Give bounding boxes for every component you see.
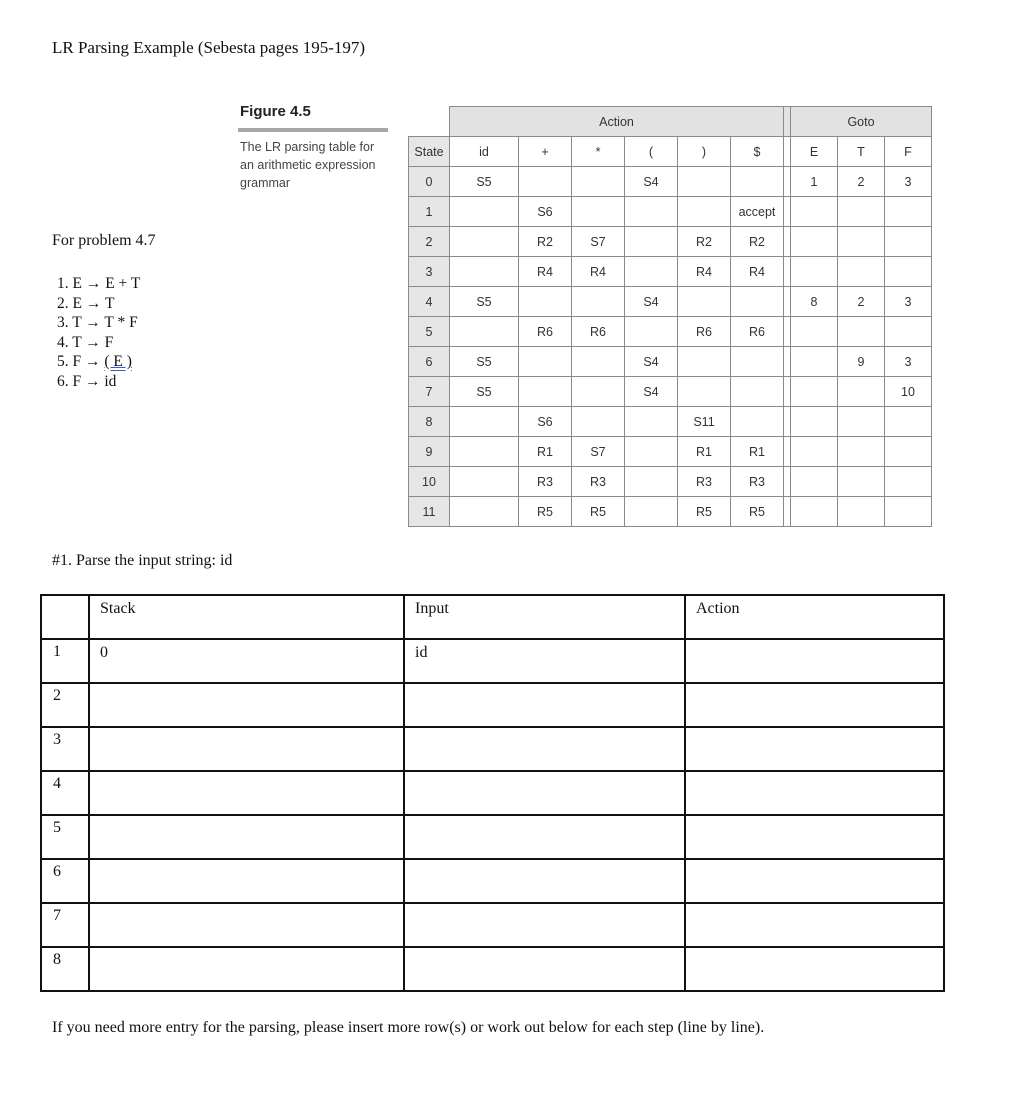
row-number: 1 — [41, 639, 89, 683]
action-cell — [450, 467, 519, 497]
action-cell: R6 — [678, 317, 731, 347]
table-row — [41, 683, 944, 727]
lr-table-row — [409, 257, 932, 287]
goto-col-header: E — [791, 137, 838, 167]
stack-cell[interactable]: 0 — [89, 639, 404, 683]
lr-table-row — [409, 377, 932, 407]
goto-col-header: T — [838, 137, 885, 167]
column-gap — [784, 137, 791, 167]
row-number: 4 — [41, 771, 89, 815]
state-cell: 1 — [409, 197, 450, 227]
action-col-header: id — [450, 137, 519, 167]
goto-cell — [885, 467, 932, 497]
figure-divider — [238, 128, 388, 132]
lr-table-row — [409, 497, 932, 527]
row-number: 5 — [41, 815, 89, 859]
action-cell — [678, 167, 731, 197]
grammar-rule: 2. E → T — [57, 294, 115, 312]
action-cell — [519, 287, 572, 317]
action-entry-cell[interactable] — [685, 815, 944, 859]
input-cell[interactable] — [404, 683, 685, 727]
action-cell — [678, 347, 731, 377]
lr-table-row — [409, 437, 932, 467]
column-gap — [784, 227, 791, 257]
goto-cell: 3 — [885, 167, 932, 197]
column-gap — [784, 437, 791, 467]
action-col-header: ) — [678, 137, 731, 167]
lr-table-row — [409, 467, 932, 497]
goto-cell — [791, 317, 838, 347]
action-cell — [625, 407, 678, 437]
goto-cell — [838, 197, 885, 227]
table-row — [41, 771, 944, 815]
goto-col-header: F — [885, 137, 932, 167]
action-cell — [572, 287, 625, 317]
column-gap — [784, 167, 791, 197]
state-cell: 3 — [409, 257, 450, 287]
column-gap — [784, 287, 791, 317]
grammar-rule: 1. E → E + T — [57, 275, 141, 292]
action-cell: R2 — [731, 227, 784, 257]
stack-cell[interactable] — [89, 727, 404, 771]
action-cell: R6 — [519, 317, 572, 347]
table-row — [41, 903, 944, 947]
action-cell — [450, 407, 519, 437]
action-cell: R4 — [731, 257, 784, 287]
goto-cell — [791, 377, 838, 407]
action-cell: S4 — [625, 377, 678, 407]
lr-table-row — [409, 347, 932, 377]
action-cell — [519, 167, 572, 197]
goto-cell — [791, 347, 838, 377]
table-corner — [409, 107, 450, 137]
action-cell — [625, 257, 678, 287]
stack-cell[interactable] — [89, 771, 404, 815]
figure-caption: The LR parsing table for an arithmetic expression grammar — [240, 140, 376, 190]
action-cell: S7 — [572, 227, 625, 257]
action-cell: R4 — [519, 257, 572, 287]
action-header: Action — [450, 107, 784, 137]
action-cell: R5 — [678, 497, 731, 527]
goto-cell — [885, 197, 932, 227]
state-cell: 5 — [409, 317, 450, 347]
action-cell — [625, 197, 678, 227]
grammar-rule: 6. F → id — [57, 372, 117, 390]
table-row — [41, 859, 944, 903]
goto-cell — [838, 317, 885, 347]
action-cell — [625, 437, 678, 467]
action-cell — [678, 287, 731, 317]
goto-cell — [838, 377, 885, 407]
parse-header-stack: Stack — [89, 595, 404, 639]
lr-parsing-table — [408, 106, 932, 527]
action-cell: R3 — [519, 467, 572, 497]
action-cell: R3 — [572, 467, 625, 497]
stack-cell[interactable] — [89, 947, 404, 991]
action-cell: R2 — [678, 227, 731, 257]
column-gap — [784, 107, 791, 137]
goto-cell — [885, 257, 932, 287]
state-cell: 0 — [409, 167, 450, 197]
action-cell — [731, 347, 784, 377]
action-cell — [625, 497, 678, 527]
action-cell — [678, 197, 731, 227]
goto-cell — [791, 437, 838, 467]
action-cell — [519, 377, 572, 407]
goto-cell: 3 — [885, 287, 932, 317]
state-cell: 11 — [409, 497, 450, 527]
page-title: LR Parsing Example (Sebesta pages 195-197) — [52, 38, 366, 57]
action-cell — [450, 227, 519, 257]
action-cell: S6 — [519, 407, 572, 437]
state-cell: 8 — [409, 407, 450, 437]
goto-cell — [838, 227, 885, 257]
action-entry-cell[interactable] — [685, 903, 944, 947]
action-cell — [678, 377, 731, 407]
problem-label: For problem 4.7 — [52, 232, 156, 249]
lr-table-row — [409, 287, 932, 317]
action-cell: R1 — [519, 437, 572, 467]
action-cell: S6 — [519, 197, 572, 227]
column-gap — [784, 317, 791, 347]
stack-cell[interactable] — [89, 815, 404, 859]
goto-header: Goto — [791, 107, 932, 137]
lr-table-row — [409, 317, 932, 347]
goto-cell — [885, 317, 932, 347]
action-cell: R3 — [731, 467, 784, 497]
goto-cell — [885, 227, 932, 257]
action-entry-cell[interactable] — [685, 947, 944, 991]
action-cell: R4 — [678, 257, 731, 287]
state-cell: 4 — [409, 287, 450, 317]
action-cell — [572, 167, 625, 197]
goto-cell: 2 — [838, 167, 885, 197]
goto-cell — [838, 467, 885, 497]
input-cell[interactable] — [404, 859, 685, 903]
action-cell — [572, 197, 625, 227]
action-cell: R1 — [678, 437, 731, 467]
goto-cell: 8 — [791, 287, 838, 317]
action-cell — [731, 167, 784, 197]
action-cell: S5 — [450, 347, 519, 377]
action-entry-cell[interactable] — [685, 683, 944, 727]
action-cell: R5 — [731, 497, 784, 527]
parse-header-num — [41, 595, 89, 639]
goto-cell — [885, 437, 932, 467]
row-number: 7 — [41, 903, 89, 947]
goto-cell — [791, 407, 838, 437]
goto-cell — [838, 257, 885, 287]
grammar-rule-5-tail: ( E ) — [104, 353, 132, 370]
column-gap — [784, 257, 791, 287]
goto-cell: 1 — [791, 167, 838, 197]
goto-cell — [791, 227, 838, 257]
column-gap — [784, 197, 791, 227]
action-cell: S5 — [450, 167, 519, 197]
figure-label: Figure 4.5 — [240, 103, 311, 120]
action-entry-cell[interactable] — [685, 771, 944, 815]
lr-table-row — [409, 167, 932, 197]
lr-table-row — [409, 407, 932, 437]
column-gap — [784, 497, 791, 527]
action-cell: R2 — [519, 227, 572, 257]
table-row — [41, 727, 944, 771]
goto-cell — [838, 437, 885, 467]
action-col-header: $ — [731, 137, 784, 167]
goto-cell: 2 — [838, 287, 885, 317]
table-row — [41, 815, 944, 859]
state-header: State — [409, 137, 450, 167]
action-cell: R5 — [519, 497, 572, 527]
footer-note: If you need more entry for the parsing, please insert more row(s) or work out below for each step (line by line). — [52, 1019, 765, 1036]
parse-header-action: Action — [685, 595, 944, 639]
action-cell — [450, 197, 519, 227]
action-cell — [572, 407, 625, 437]
action-cell: S4 — [625, 287, 678, 317]
lr-table-row — [409, 197, 932, 227]
action-cell — [519, 347, 572, 377]
action-cell — [731, 287, 784, 317]
action-cell: accept — [731, 197, 784, 227]
input-cell[interactable] — [404, 771, 685, 815]
goto-cell: 3 — [885, 347, 932, 377]
input-cell[interactable] — [404, 903, 685, 947]
action-cell — [731, 407, 784, 437]
goto-cell — [885, 497, 932, 527]
parse-header-input: Input — [404, 595, 685, 639]
action-cell: R3 — [678, 467, 731, 497]
action-cell: S5 — [450, 287, 519, 317]
parse-table[interactable] — [40, 594, 945, 992]
action-entry-cell[interactable] — [685, 639, 944, 683]
column-gap — [784, 347, 791, 377]
state-cell: 9 — [409, 437, 450, 467]
input-cell[interactable] — [404, 727, 685, 771]
goto-cell — [791, 197, 838, 227]
parse-label: #1. Parse the input string: id — [52, 552, 233, 569]
state-cell: 2 — [409, 227, 450, 257]
action-cell: R6 — [572, 317, 625, 347]
action-entry-cell[interactable] — [685, 727, 944, 771]
action-cell — [731, 377, 784, 407]
table-row — [41, 947, 944, 991]
input-cell[interactable] — [404, 947, 685, 991]
action-cell: S5 — [450, 377, 519, 407]
action-cell — [625, 467, 678, 497]
input-cell[interactable] — [404, 815, 685, 859]
lr-table-row — [409, 227, 932, 257]
action-col-header: * — [572, 137, 625, 167]
action-cell: S4 — [625, 347, 678, 377]
row-number: 2 — [41, 683, 89, 727]
action-cell — [625, 317, 678, 347]
column-gap — [784, 467, 791, 497]
goto-cell — [791, 467, 838, 497]
grammar-rule: 4. T → F — [57, 333, 114, 351]
action-cell — [572, 347, 625, 377]
action-cell: R5 — [572, 497, 625, 527]
stack-cell[interactable] — [89, 903, 404, 947]
action-cell: R4 — [572, 257, 625, 287]
grammar-rules — [57, 274, 140, 391]
table-row — [41, 639, 944, 683]
column-gap — [784, 407, 791, 437]
goto-cell: 10 — [885, 377, 932, 407]
action-cell: S7 — [572, 437, 625, 467]
goto-cell — [885, 407, 932, 437]
grammar-rule-5 — [57, 352, 140, 372]
action-cell — [450, 437, 519, 467]
goto-cell — [791, 257, 838, 287]
column-gap — [784, 377, 791, 407]
goto-cell — [791, 497, 838, 527]
goto-cell — [838, 497, 885, 527]
action-cell — [450, 497, 519, 527]
action-cell: R1 — [731, 437, 784, 467]
action-cell: S11 — [678, 407, 731, 437]
row-number: 3 — [41, 727, 89, 771]
goto-cell — [838, 407, 885, 437]
state-cell: 10 — [409, 467, 450, 497]
stack-cell[interactable] — [89, 683, 404, 727]
input-cell[interactable]: id — [404, 639, 685, 683]
goto-cell: 9 — [838, 347, 885, 377]
action-entry-cell[interactable] — [685, 859, 944, 903]
action-col-header: + — [519, 137, 572, 167]
row-number: 8 — [41, 947, 89, 991]
row-number: 6 — [41, 859, 89, 903]
action-cell — [450, 317, 519, 347]
stack-cell[interactable] — [89, 859, 404, 903]
state-cell: 6 — [409, 347, 450, 377]
action-cell: R6 — [731, 317, 784, 347]
grammar-rule: 3. T → T * F — [57, 314, 138, 331]
action-cell — [450, 257, 519, 287]
state-cell: 7 — [409, 377, 450, 407]
grammar-rule-5-head: 5. F → — [57, 353, 105, 370]
action-col-header: ( — [625, 137, 678, 167]
action-cell — [625, 227, 678, 257]
action-cell: S4 — [625, 167, 678, 197]
action-cell — [572, 377, 625, 407]
